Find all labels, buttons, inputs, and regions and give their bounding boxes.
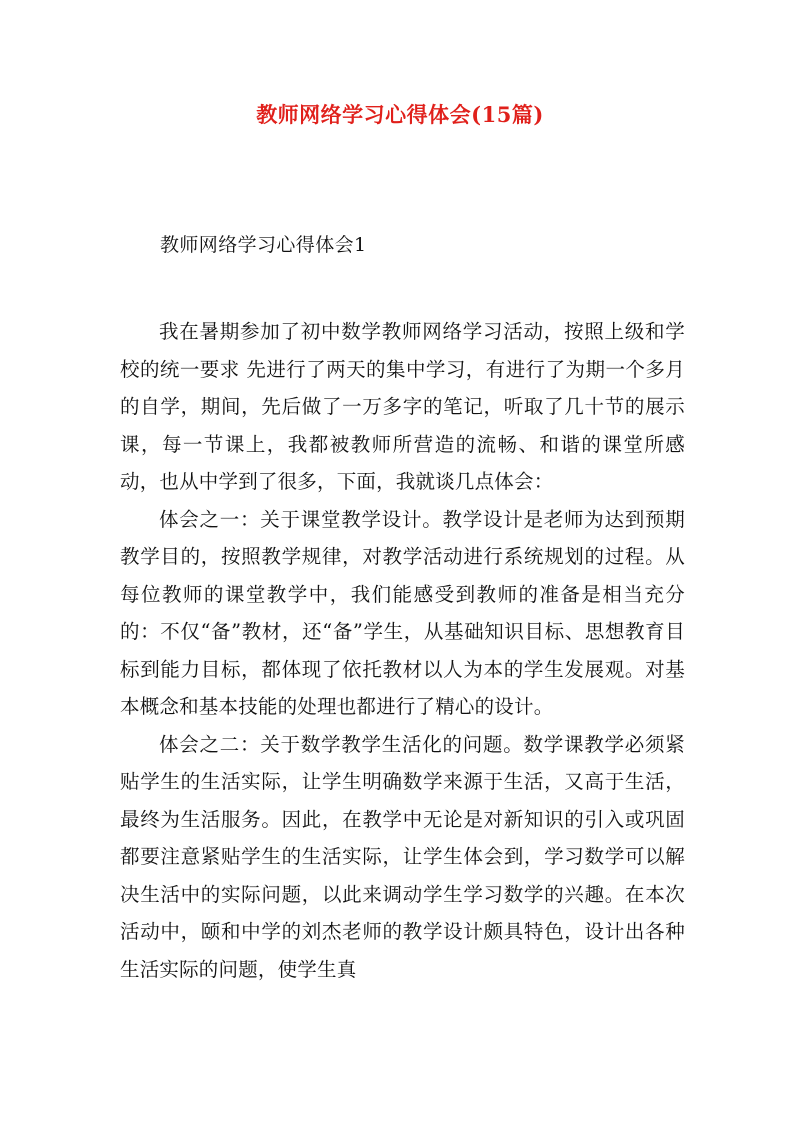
section-heading: 教师网络学习心得体会1 xyxy=(160,234,367,256)
document-body xyxy=(120,313,685,988)
paragraph-insight-two: 体会之二：关于数学教学生活化的问题。数学课教学必须紧贴学生的生活实际，让学生明确数学来源于生活，又高于生活，最终为生活服务。因此，在教学中无论是对新知识的引入或巩固都要注意紧贴学生的生活实际，让学生体会到，学习数学可以解决生活中的实际问题，以此来调动学生学习数学的兴趣。在本次活动中，颐和中学的刘杰老师的教学设计颇具特色，设计出各种生活实际的问题，使学生真 xyxy=(120,732,685,981)
paragraph-insight-one: 体会之一：关于课堂教学设计。教学设计是老师为达到预期教学目的，按照教学规律，对教学活动进行系统规划的过程。从每位教师的课堂教学中，我们能感受到教师的准备是相当充分的：不仅“备”教材，还“备”学生，从基础知识目标、思想教育目标到能力目标，都体现了依托教材以人为本的学生发展观。对基本概念和基本技能的处理也都进行了精心的设计。 xyxy=(120,507,685,718)
document-title: 教师网络学习心得体会(15篇) xyxy=(256,102,544,127)
paragraph-intro: 我在暑期参加了初中数学教师网络学习活动，按照上级和学校的统一要求 先进行了两天的集中学习，有进行了为期一个多月的自学，期间，先后做了一万多字的笔记，听取了几十节的展示课，每一节课上，我都被教师所营造的流畅、和谐的课堂所感动，也从中学到了很多，下面，我就谈几点体会： xyxy=(120,320,685,493)
